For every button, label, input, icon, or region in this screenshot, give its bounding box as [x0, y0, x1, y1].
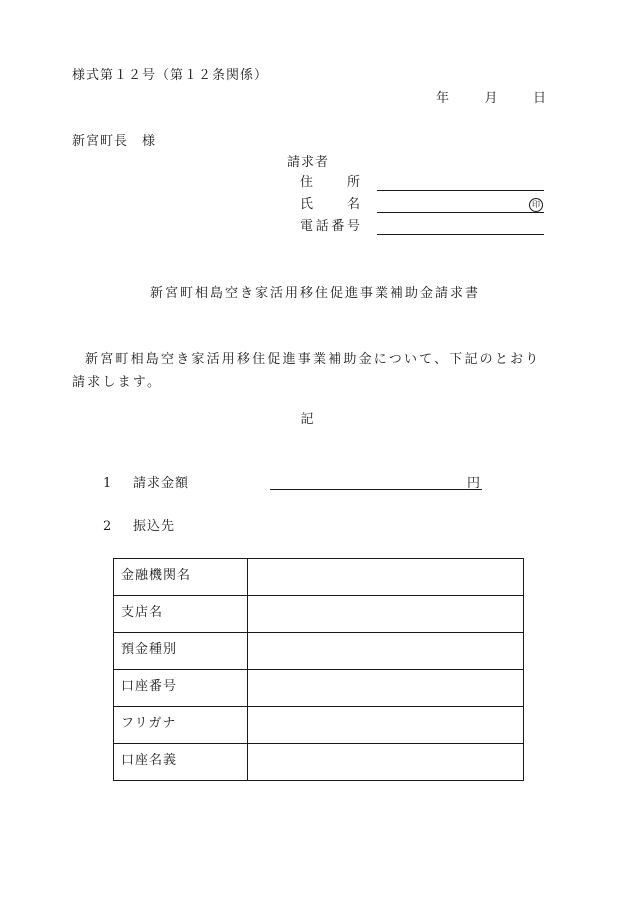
table-row [114, 559, 524, 596]
table-row [114, 596, 524, 633]
phone-label-char: 電 [300, 219, 314, 234]
phone-label-char: 番 [331, 219, 345, 234]
table-row [114, 670, 524, 707]
phone-label-char: 話 [315, 219, 329, 234]
bank-name-label: 金融機関名 [114, 559, 248, 596]
address-label-char: 住 [300, 175, 314, 190]
deposit-type-label: 預金種別 [114, 633, 248, 670]
address-line [377, 190, 544, 191]
address-label [300, 176, 360, 189]
amount-unit: 円 [467, 476, 481, 491]
applicant-heading: 請求者 [287, 155, 330, 170]
bank-name-cell[interactable] [248, 559, 524, 596]
item-number: 2 [103, 519, 113, 534]
phone-field[interactable] [300, 220, 544, 238]
name-label-char: 氏 [300, 197, 314, 212]
furigana-label: フリガナ [114, 707, 248, 744]
body-text: 新宮町相島空き家活用移住促進事業補助金について、下記のとおり請求します。 [72, 352, 541, 390]
form-number: 様式第１２号（第１２条関係） [72, 68, 269, 83]
item-label: 振込先 [133, 519, 176, 534]
name-label [300, 198, 360, 211]
table-row [114, 707, 524, 744]
branch-cell[interactable] [248, 596, 524, 633]
date-line [436, 92, 546, 105]
name-line [377, 212, 544, 213]
document-title: 新宮町相島空き家活用移住促進事業補助金請求書 [149, 286, 480, 301]
phone-line [377, 234, 544, 235]
item-amount [103, 477, 189, 490]
branch-label: 支店名 [114, 596, 248, 633]
month-label: 月 [484, 91, 498, 106]
item-number: 1 [103, 476, 113, 491]
item-bank-transfer [103, 520, 175, 533]
seal-mark: 印 [529, 198, 543, 212]
table-row [114, 633, 524, 670]
ki-heading: 記 [300, 412, 314, 427]
bank-info-table [113, 558, 524, 781]
address-label-char: 所 [346, 175, 360, 190]
deposit-type-cell[interactable] [248, 633, 524, 670]
account-number-label: 口座番号 [114, 670, 248, 707]
name-label-char: 名 [346, 197, 360, 212]
name-field[interactable] [300, 198, 544, 216]
account-number-cell[interactable] [248, 670, 524, 707]
table-row [114, 744, 524, 781]
item-label: 請求金額 [133, 476, 190, 491]
addressee: 新宮町長 様 [72, 134, 157, 149]
phone-label [300, 220, 360, 233]
year-label: 年 [436, 91, 450, 106]
furigana-cell[interactable] [248, 707, 524, 744]
address-field[interactable] [300, 176, 544, 194]
amount-line[interactable] [270, 489, 482, 490]
account-holder-cell[interactable] [248, 744, 524, 781]
day-label: 日 [532, 91, 546, 106]
account-holder-label: 口座名義 [114, 744, 248, 781]
phone-label-char: 号 [346, 219, 360, 234]
